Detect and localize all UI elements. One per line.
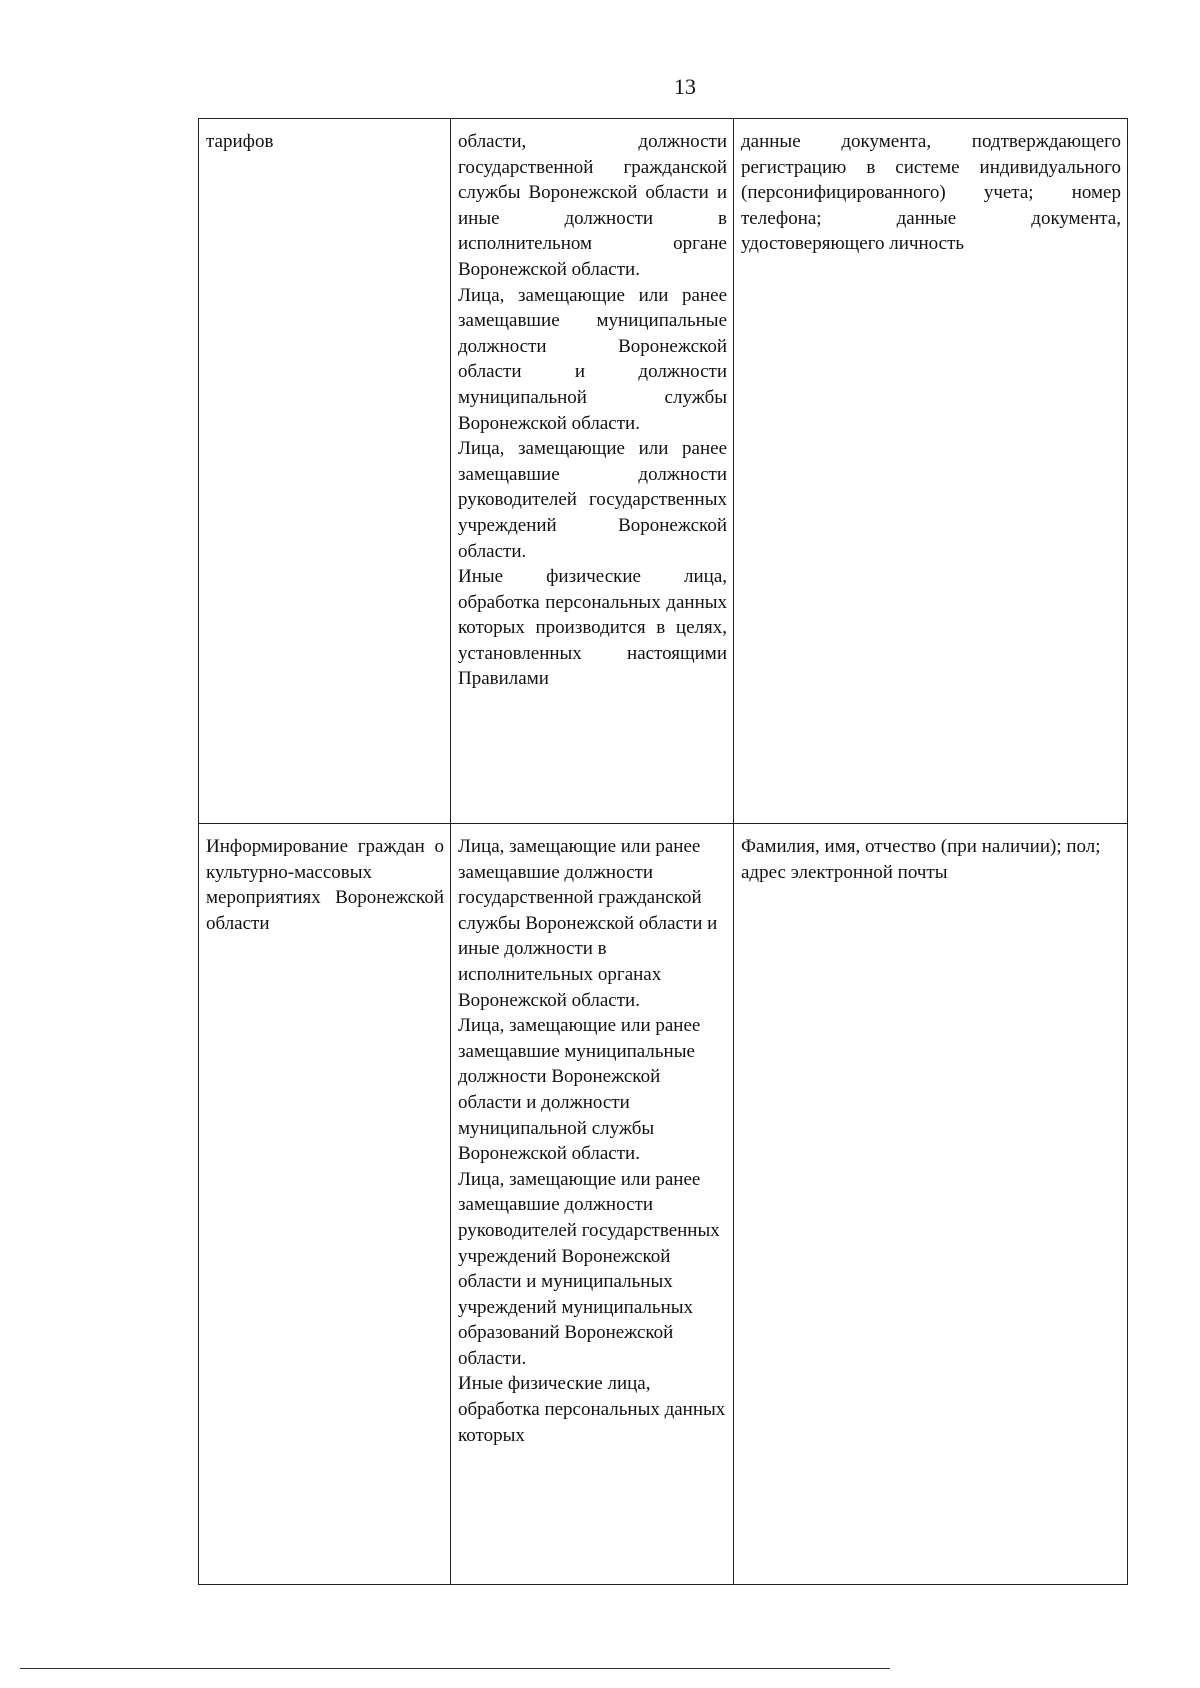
subject-category: Лица, замещающие или ранее замещавшие должности государственной гражданской службы Воронежской области и иные должности в исполнительных органах Воронежской области. — [458, 836, 718, 1011]
subject-category: Лица, замещающие или ранее замещавшие муниципальные должности Воронежской области и должности муниципальной службы Воронежской области. — [458, 284, 727, 434]
page-number: 13 — [674, 74, 696, 99]
data-list-cell — [734, 119, 1128, 824]
purpose-text: тарифов — [206, 131, 274, 152]
subjects-cell — [451, 119, 734, 824]
data-list-cell — [734, 824, 1128, 1585]
data-list-text: Фамилия, имя, отчество (при наличии); пол; адрес электронной почты — [741, 836, 1101, 883]
personal-data-table — [198, 118, 1128, 1585]
purpose-cell — [199, 119, 451, 824]
table-row — [199, 824, 1128, 1585]
subject-category: Лица, замещающие или ранее замещавшие муниципальные должности Воронежской области и должности муниципальной службы Воронежской области. — [458, 1015, 701, 1165]
subject-category: Лица, замещающие или ранее замещавшие должности руководителей государственных учреждений Воронежской области. — [458, 438, 727, 562]
bottom-divider — [20, 1668, 890, 1669]
data-list-text: данные документа, подтверждающего регистрацию в системе индивидуального (персонифицированного) учета; номер телефона; данные документа, удостоверяющего личность — [741, 131, 1121, 255]
subjects-cell — [451, 824, 734, 1585]
table-row — [199, 119, 1128, 824]
subject-category: Иные физические лица, обработка персональных данных которых производится в целях, установленных настоящими Правилами — [458, 566, 727, 690]
subject-category: области, должности государственной гражданской службы Воронежской области и иные должности в исполнительном органе Воронежской области. — [458, 131, 727, 280]
subject-category: Лица, замещающие или ранее замещавшие должности руководителей государственных учреждений Воронежской области и муниципальных учреждений муниципальных образований Воронежской области. — [458, 1168, 720, 1369]
purpose-cell — [199, 824, 451, 1585]
subject-category: Иные физические лица, обработка персональных данных которых — [458, 1373, 726, 1446]
purpose-text: Информирование граждан о культурно-массовых мероприятиях Воронежской области — [206, 836, 444, 934]
